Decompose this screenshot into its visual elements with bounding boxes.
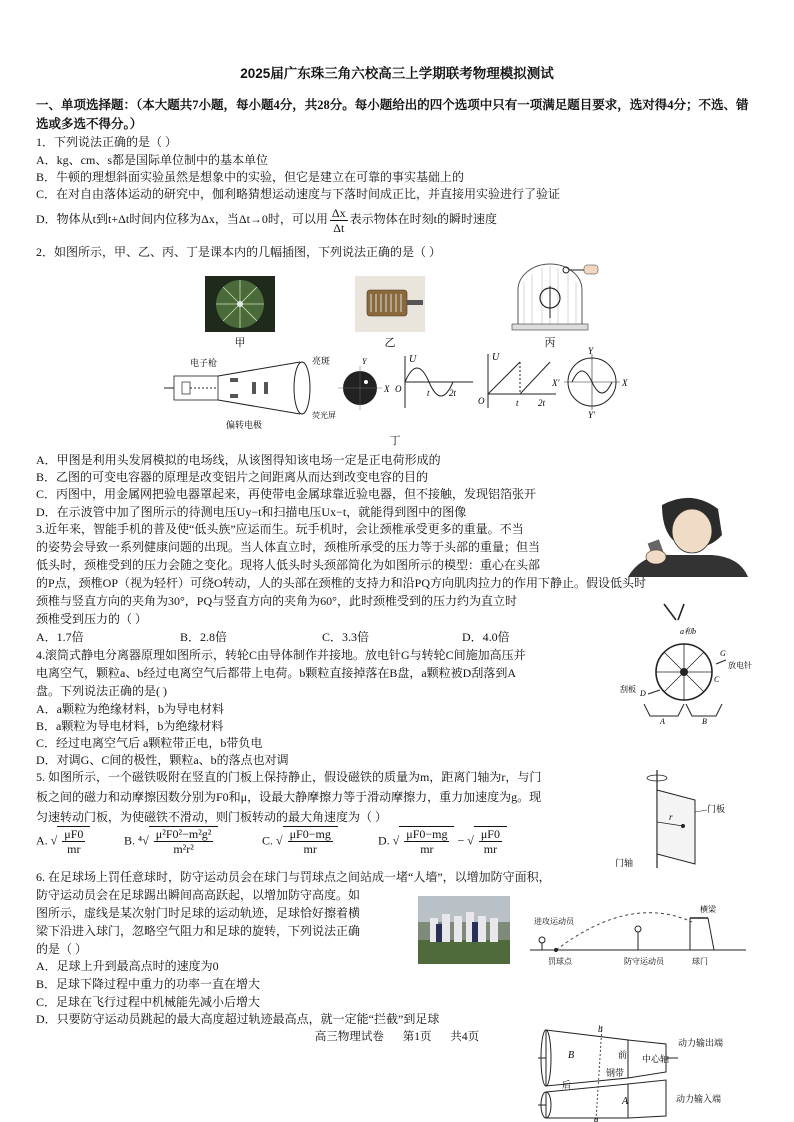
- q7-label-output: 动力输出端: [678, 1038, 724, 1048]
- q6-option-a: A．足球上升到最高点时的速度为0: [36, 959, 219, 973]
- q6-line-1: 6. 在足球场上罚任意球时，防守运动员会在球门与罚球点之间站成一堵“人墙”，以增加防守面积，: [36, 870, 551, 884]
- label-screen: 荧光屏: [312, 411, 336, 420]
- q4-option-a: A．a颗粒为绝缘材料，b为导电材料: [36, 702, 224, 716]
- q5-d-minus: −: [457, 833, 465, 848]
- q6-option-d: D．只要防守运动员跳起的最大高度超过轨迹最高点，就一定能“拦截”到足球: [36, 1012, 440, 1026]
- label-deflection-plates: 偏转电极: [226, 420, 263, 430]
- q6-label-attacker: 进攻运动员: [534, 917, 574, 926]
- uy-tick-2t: 2t: [449, 388, 457, 398]
- q2-option-b: B．乙图的可变电容器的原理是改变铝片之间距离从而达到改变电容的目的: [36, 470, 429, 484]
- q2-option-c: C．丙图中，用金属网把验电器罩起来，再使带电金属球靠近验电器，但不接触，发现铝箔张开: [36, 487, 537, 501]
- q5-a-label: A.: [36, 833, 48, 848]
- q5-a-fraction: [62, 827, 85, 856]
- q5-option-d: D. √ $\frac{\mu F0-mg}{mr}$ − √ $\frac{\mu F0}{mr}$: [378, 826, 507, 856]
- q4-label-needle: 放电针: [728, 661, 752, 670]
- page-title: 2025届广东珠三角六校高三上学期联考物理模拟测试: [240, 66, 554, 81]
- q6-label-spot: 罚球点: [548, 957, 572, 966]
- section-heading: 一、单项选择题：（本大题共7小题，每小题4分，共28分。每小题给出的四个选项中只有一项满足题目要求，选对得4分；不选、错选或多选不得分。）: [36, 98, 749, 131]
- figure-yi-capacitor: [355, 276, 425, 332]
- q5-a-den: mr: [67, 842, 81, 856]
- q5-line-3: 匀速转动门板，为使磁铁不滑动，则门板转动的最大角速度为（ ）: [36, 810, 388, 824]
- q5-c-num: μF0−mg: [289, 827, 331, 841]
- figure-q4-separator: [620, 600, 760, 725]
- q4-label-a-tray: A: [660, 717, 665, 725]
- q3-line-5: 颈椎与竖直方向的夹角为30°，PQ与竖直方向的夹角为60°，此时颈椎受到的压力约为直立时: [36, 594, 517, 608]
- screen-x: X: [622, 378, 628, 388]
- q1-d-den: Δt: [333, 220, 345, 235]
- q1-option-a: A．kg、cm、s都是国际单位制中的基本单位: [36, 153, 268, 167]
- figure-jia-hair-field: [205, 276, 275, 332]
- q5-c-label: C.: [262, 833, 274, 848]
- q6-option-c: C．足球在飞行过程中机械能先减小后增大: [36, 995, 261, 1009]
- q3-option-c: C．3.3倍: [322, 630, 370, 644]
- q3-line-3: 低头时，颈椎受到的压力会随之变化。现将人低头时头颈部简化为如图所示的模型：重心在头部: [36, 558, 541, 572]
- q5-b-label: B.: [124, 833, 136, 848]
- q4-label-g: G: [720, 649, 726, 658]
- q2-stem: 2．如图所示，甲、乙、丙、丁是课本内的几幅插图，下列说法正确的是（ ）: [36, 245, 442, 259]
- footer-total: 共4页: [450, 1031, 480, 1043]
- q7-label-back: 后: [562, 1080, 572, 1090]
- q7-label-input: 动力输入端: [676, 1094, 722, 1104]
- figure-q6-photo: [418, 896, 510, 964]
- ux-origin: O: [478, 396, 485, 406]
- q1-stem: 1．下列说法正确的是（ ）: [36, 135, 178, 149]
- label-electron-gun: 电子枪: [190, 358, 218, 368]
- label-bright-spot: 亮斑: [312, 356, 331, 366]
- q3-option-b: B．2.8倍: [180, 630, 228, 644]
- q7-label-belt: 钢带: [606, 1068, 625, 1078]
- q7-label-a-wheel: A: [622, 1096, 629, 1107]
- uy-tick-t: t: [427, 388, 430, 398]
- q5-d-label: D.: [378, 833, 390, 848]
- q2-option-a: A．甲图是利用头发屑模拟的电场线，从该图得知该电场一定是正电荷形成的: [36, 453, 441, 467]
- q5-option-a: A. √ $\frac{\mu F0}{mr}$: [36, 826, 90, 856]
- q7-label-front: 前: [618, 1050, 628, 1060]
- page-footer: [0, 1028, 794, 1044]
- q1-d-pre: D．物体从t到t+Δt时间内位移为Δx，当Δt→0时，可以用: [36, 212, 328, 226]
- q7-label-a-point: a: [594, 1114, 599, 1122]
- q5-label-axis: 门轴: [615, 858, 634, 868]
- q5-a-num: μF0: [64, 827, 84, 841]
- q3-line-2: 的姿势会导致一系列健康问题的出现。当人体直立时，颈椎所承受的压力等于头部的重量；但当: [36, 540, 541, 554]
- q5-c-den: mr: [303, 842, 317, 856]
- uy-axis-label: U: [409, 354, 417, 365]
- q5-d-den-2: mr: [483, 842, 498, 856]
- ux-tick-2t: 2t: [538, 398, 546, 408]
- q6-label-crossbar: 横梁: [700, 905, 716, 914]
- q4-label-d: D: [640, 689, 646, 698]
- figure-ding-ux-graph: [478, 350, 558, 412]
- q5-option-c: C. √ $\frac{\mu F0-mg}{mr}$: [262, 826, 338, 856]
- q4-line-1: 4.滚筒式静电分离器原理如图所示，转轮C由导体制作并接地。放电针G与转轮C间施加高压并: [36, 648, 526, 662]
- q7-label-b-point: b: [598, 1024, 603, 1034]
- q7-label-b-wheel: B: [568, 1050, 575, 1061]
- q5-d-num-2: μF0: [480, 827, 500, 841]
- q1-option-c: C．在对自由落体运动的研究中，伽利略猜想运动速度与下落时间成正比，并直接用实验进行了验证: [36, 187, 561, 201]
- q1-d-post: 表示物体在时刻t的瞬时速度: [349, 212, 497, 226]
- q1-d-fraction: [330, 206, 348, 235]
- q3-line-4: 的P点，颈椎OP（视为轻杆）可绕O转动，人的头部在颈椎的支持力和沿PQ方向肌肉拉力的作用下静止。假设低头时: [36, 576, 647, 590]
- figure-q5-door: [615, 768, 730, 873]
- caption-yi: 乙: [384, 337, 396, 349]
- q5-c-fraction: [288, 827, 333, 856]
- q5-line-1: 5. 如图所示，一个磁铁吸附在竖直的门板上保持静止，假设磁铁的质量为m，距离门轴为r，与门: [36, 770, 542, 784]
- ux-tick-t: t: [516, 398, 519, 408]
- q6-line-4: 梁下沿进入球门，忽略空气阻力和足球的旋转，下列说法正确: [36, 924, 361, 938]
- q5-b-num: μ²F0²−m²g²: [155, 827, 212, 841]
- q5-d-den-1: mr: [420, 842, 434, 856]
- q7-label-axis: 中心轴: [642, 1054, 670, 1064]
- label-tube-y: Y: [362, 357, 367, 366]
- q6-label-goal: 球门: [692, 957, 708, 966]
- q2-option-d: D．在示波管中加了图所示的待测电压Uy−t和扫描电压Ux−t，就能得到图中的图像: [36, 505, 467, 519]
- figure-ding-oscilloscope-tube: [160, 352, 390, 432]
- q5-option-b: B. ⁴√ $\frac{\text{μ²F0²−m²g²}}{\text{m²r²}}$: [124, 826, 218, 856]
- q1-d-num: Δx: [331, 205, 346, 220]
- caption-ding: 丁: [389, 435, 401, 447]
- q1-option-d: [36, 203, 497, 235]
- footer-page: 第1页: [402, 1031, 432, 1043]
- q1-option-b: B．牛顿的理想斜面实验虽然是想象中的实验，但它是建立在可靠的事实基础上的: [36, 170, 465, 184]
- caption-jia: 甲: [234, 337, 246, 349]
- figure-q6-trajectory: [520, 900, 750, 978]
- q4-label-ab: a和b: [680, 627, 696, 636]
- q5-d-fraction-2: [479, 827, 502, 856]
- q5-line-2: 板之间的磁力和动摩擦因数分别为F0和μ，设最大静摩擦力等于滑动摩擦力，重力加速度为g。现: [36, 790, 542, 804]
- q4-label-b-tray: B: [702, 717, 707, 725]
- q4-option-c: C．经过电离空气后 a颗粒带正电，b带负电: [36, 736, 263, 750]
- footer-name: 高三物理试卷: [314, 1031, 384, 1043]
- q5-b-fraction: [154, 827, 214, 856]
- figure-ding-screen-pattern: [552, 346, 632, 418]
- q6-line-3: 图所示，虚线是某次射门时足球的运动轨迹，足球恰好擦着横: [36, 906, 361, 920]
- q3-line-1: 3.近年来，智能手机的普及使“低头族”应运而生。玩手机时，会让颈椎承受更多的重量。不当: [36, 522, 524, 536]
- screen-y: Y: [588, 346, 594, 356]
- uy-origin: O: [395, 384, 402, 394]
- q3-option-d: D．4.0倍: [462, 630, 510, 644]
- screen-yp: Y': [588, 410, 595, 418]
- q6-line-2: 防守运动员会在足球踢出瞬间高高跃起，以增加防守高度。如: [36, 888, 361, 902]
- q5-d-num-1: μF0−mg: [406, 827, 448, 841]
- q6-line-5: 的是（ ）: [36, 942, 88, 956]
- q4-label-scrape: 刮板: [620, 685, 636, 694]
- q4-option-d: D．对调G、C间的极性，颗粒a、b的落点也对调: [36, 753, 289, 767]
- q4-option-b: B．a颗粒为导电材料，b为绝缘材料: [36, 719, 224, 733]
- q4-line-3: 盘。下列说法正确的是( ): [36, 684, 167, 698]
- ux-axis-label: U: [492, 352, 500, 363]
- q5-label-r: r: [669, 812, 673, 822]
- figure-ding-uy-graph: [395, 352, 475, 412]
- screen-xp: X': [552, 378, 560, 388]
- q5-b-den: m²r²: [173, 842, 194, 856]
- caption-bing: 丙: [544, 337, 556, 349]
- label-tube-x: X: [384, 384, 390, 394]
- q5-d-fraction-1: [404, 827, 449, 856]
- figure-bing-electroscope: [500, 262, 600, 332]
- q3-option-a: A．1.7倍: [36, 630, 84, 644]
- q4-line-2: 电离空气，颗粒a、b经过电离空气后都带上电荷。b颗粒直接掉落在B盘，a颗粒被D刮落到A: [36, 666, 516, 680]
- q6-option-b: B．足球下降过程中重力的功率一直在增大: [36, 977, 261, 991]
- q5-label-door: 门板: [707, 804, 726, 814]
- q4-label-c: C: [714, 675, 720, 684]
- q6-label-defender: 防守运动员: [624, 957, 664, 966]
- figure-q3-phone-user: [622, 495, 752, 577]
- q3-line-6: 颈椎受到压力的（ ）: [36, 612, 148, 626]
